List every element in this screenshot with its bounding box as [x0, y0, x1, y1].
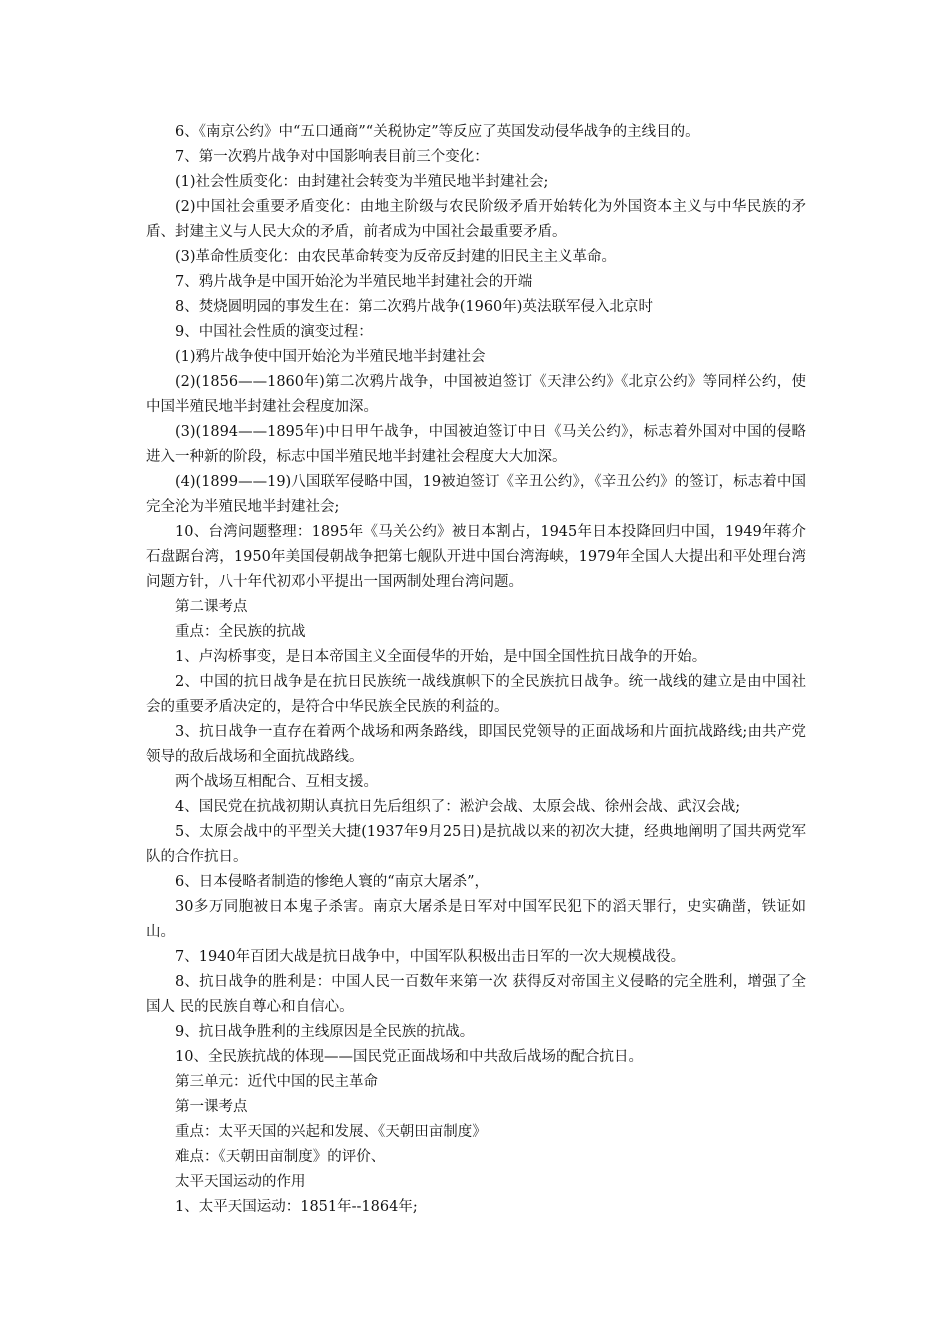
paragraph: 太平天国运动的作用 [175, 1174, 306, 1190]
paragraph: 7、第一次鸦片战争对中国影响表目前三个变化： [175, 149, 489, 165]
paragraph: 9、中国社会性质的演变过程： [175, 324, 373, 340]
paragraph: (2)(1856——1860年)第二次鸦片战争，中国被迫签订《天津公约》《北京公约》等同样公约，使中国半殖民地半封建社会程度加深。 [146, 374, 806, 415]
paragraph: 难点：《天朝田亩制度》的评价、 [175, 1149, 386, 1165]
paragraph: 2、中国的抗日战争是在抗日民族统一战线旗帜下的全民族抗日战争。统一战线的建立是由中国社会的重要矛盾决定的，是符合中华民族全民族的利益的。 [146, 674, 806, 715]
paragraph: 7、鸦片战争是中国开始沦为半殖民地半封建社会的开端 [175, 274, 533, 290]
paragraph: 6、日本侵略者制造的惨绝人寰的“南京大屠杀”， [175, 874, 490, 890]
paragraph: (3)革命性质变化：由农民革命转变为反帝反封建的旧民主主义革命。 [175, 249, 617, 265]
section-heading: 第一课考点 [175, 1099, 248, 1115]
paragraph: (3)(1894——1895年)中日甲午战争，中国被迫签订中日《马关公约》，标志着外国对中国的侵略进入一种新的阶段，标志中国半殖民地半封建社会程度大大加深。 [146, 424, 806, 465]
section-heading: 第二课考点 [175, 599, 248, 615]
paragraph: 4、国民党在抗战初期认真抗日先后组织了：淞沪会战、太原会战、徐州会战、武汉会战; [175, 799, 741, 815]
paragraph: (1)社会性质变化：由封建社会转变为半殖民地半封建社会; [175, 174, 549, 190]
paragraph: 10、台湾问题整理：1895年《马关公约》被日本割占，1945年日本投降回归中国，1949年蒋介石盘踞台湾，1950年美国侵朝战争把第七舰队开进中国台湾海峡，1979年全国人大提出和平处理台湾问题方针，八十年代初邓小平提出一国两制处理台湾问题。 [146, 524, 806, 590]
paragraph: 1、卢沟桥事变，是日本帝国主义全面侵华的开始，是中国全国性抗日战争的开始。 [175, 649, 707, 665]
paragraph: 5、太原会战中的平型关大捷(1937年9月25日)是抗战以来的初次大捷，经典地阐明了国共两党军队的合作抗日。 [146, 824, 806, 865]
paragraph: 两个战场互相配合、互相支援。 [175, 774, 378, 790]
paragraph: (2)中国社会重要矛盾变化：由地主阶级与农民阶级矛盾开始转化为外国资本主义与中华民族的矛盾、封建主义与人民大众的矛盾，前者成为中国社会最重要矛盾。 [146, 199, 806, 240]
paragraph: (4)(1899——19)八国联军侵略中国，19被迫签订《辛丑公约》，《辛丑公约》的签订，标志着中国完全沦为半殖民地半封建社会; [146, 474, 806, 515]
paragraph: 1、太平天国运动：1851年--1864年; [175, 1199, 418, 1215]
paragraph: 重点：太平天国的兴起和发展、《天朝田亩制度》 [175, 1124, 487, 1140]
section-heading: 第三单元：近代中国的民主革命 [175, 1074, 378, 1090]
paragraph: 7、1940年百团大战是抗日战争中，中国军队积极出击日军的一次大规模战役。 [175, 949, 686, 965]
paragraph: 6、《南京公约》中“五口通商”“关税协定”等反应了英国发动侵华战争的主线目的。 [175, 124, 700, 140]
paragraph: 8、抗日战争的胜利是：中国人民一百数年来第一次 获得反对帝国主义侵略的完全胜利，增强了全国人 民的民族自尊心和自信心。 [146, 974, 806, 1015]
document-body [146, 120, 806, 1220]
paragraph: (1)鸦片战争使中国开始沦为半殖民地半封建社会 [175, 349, 486, 365]
paragraph: 重点：全民族的抗战 [175, 624, 306, 640]
paragraph: 9、抗日战争胜利的主线原因是全民族的抗战。 [175, 1024, 475, 1040]
paragraph: 8、焚烧圆明园的事发生在：第二次鸦片战争(1960年)英法联军侵入北京时 [175, 299, 653, 315]
paragraph: 30多万同胞被日本鬼子杀害。南京大屠杀是日军对中国军民犯下的滔天罪行，史实确凿，铁证如山。 [146, 899, 806, 940]
paragraph: 10、全民族抗战的体现——国民党正面战场和中共敌后战场的配合抗日。 [175, 1049, 643, 1065]
paragraph: 3、抗日战争一直存在着两个战场和两条路线，即国民党领导的正面战场和片面抗战路线;由共产党领导的敌后战场和全面抗战路线。 [146, 724, 806, 765]
